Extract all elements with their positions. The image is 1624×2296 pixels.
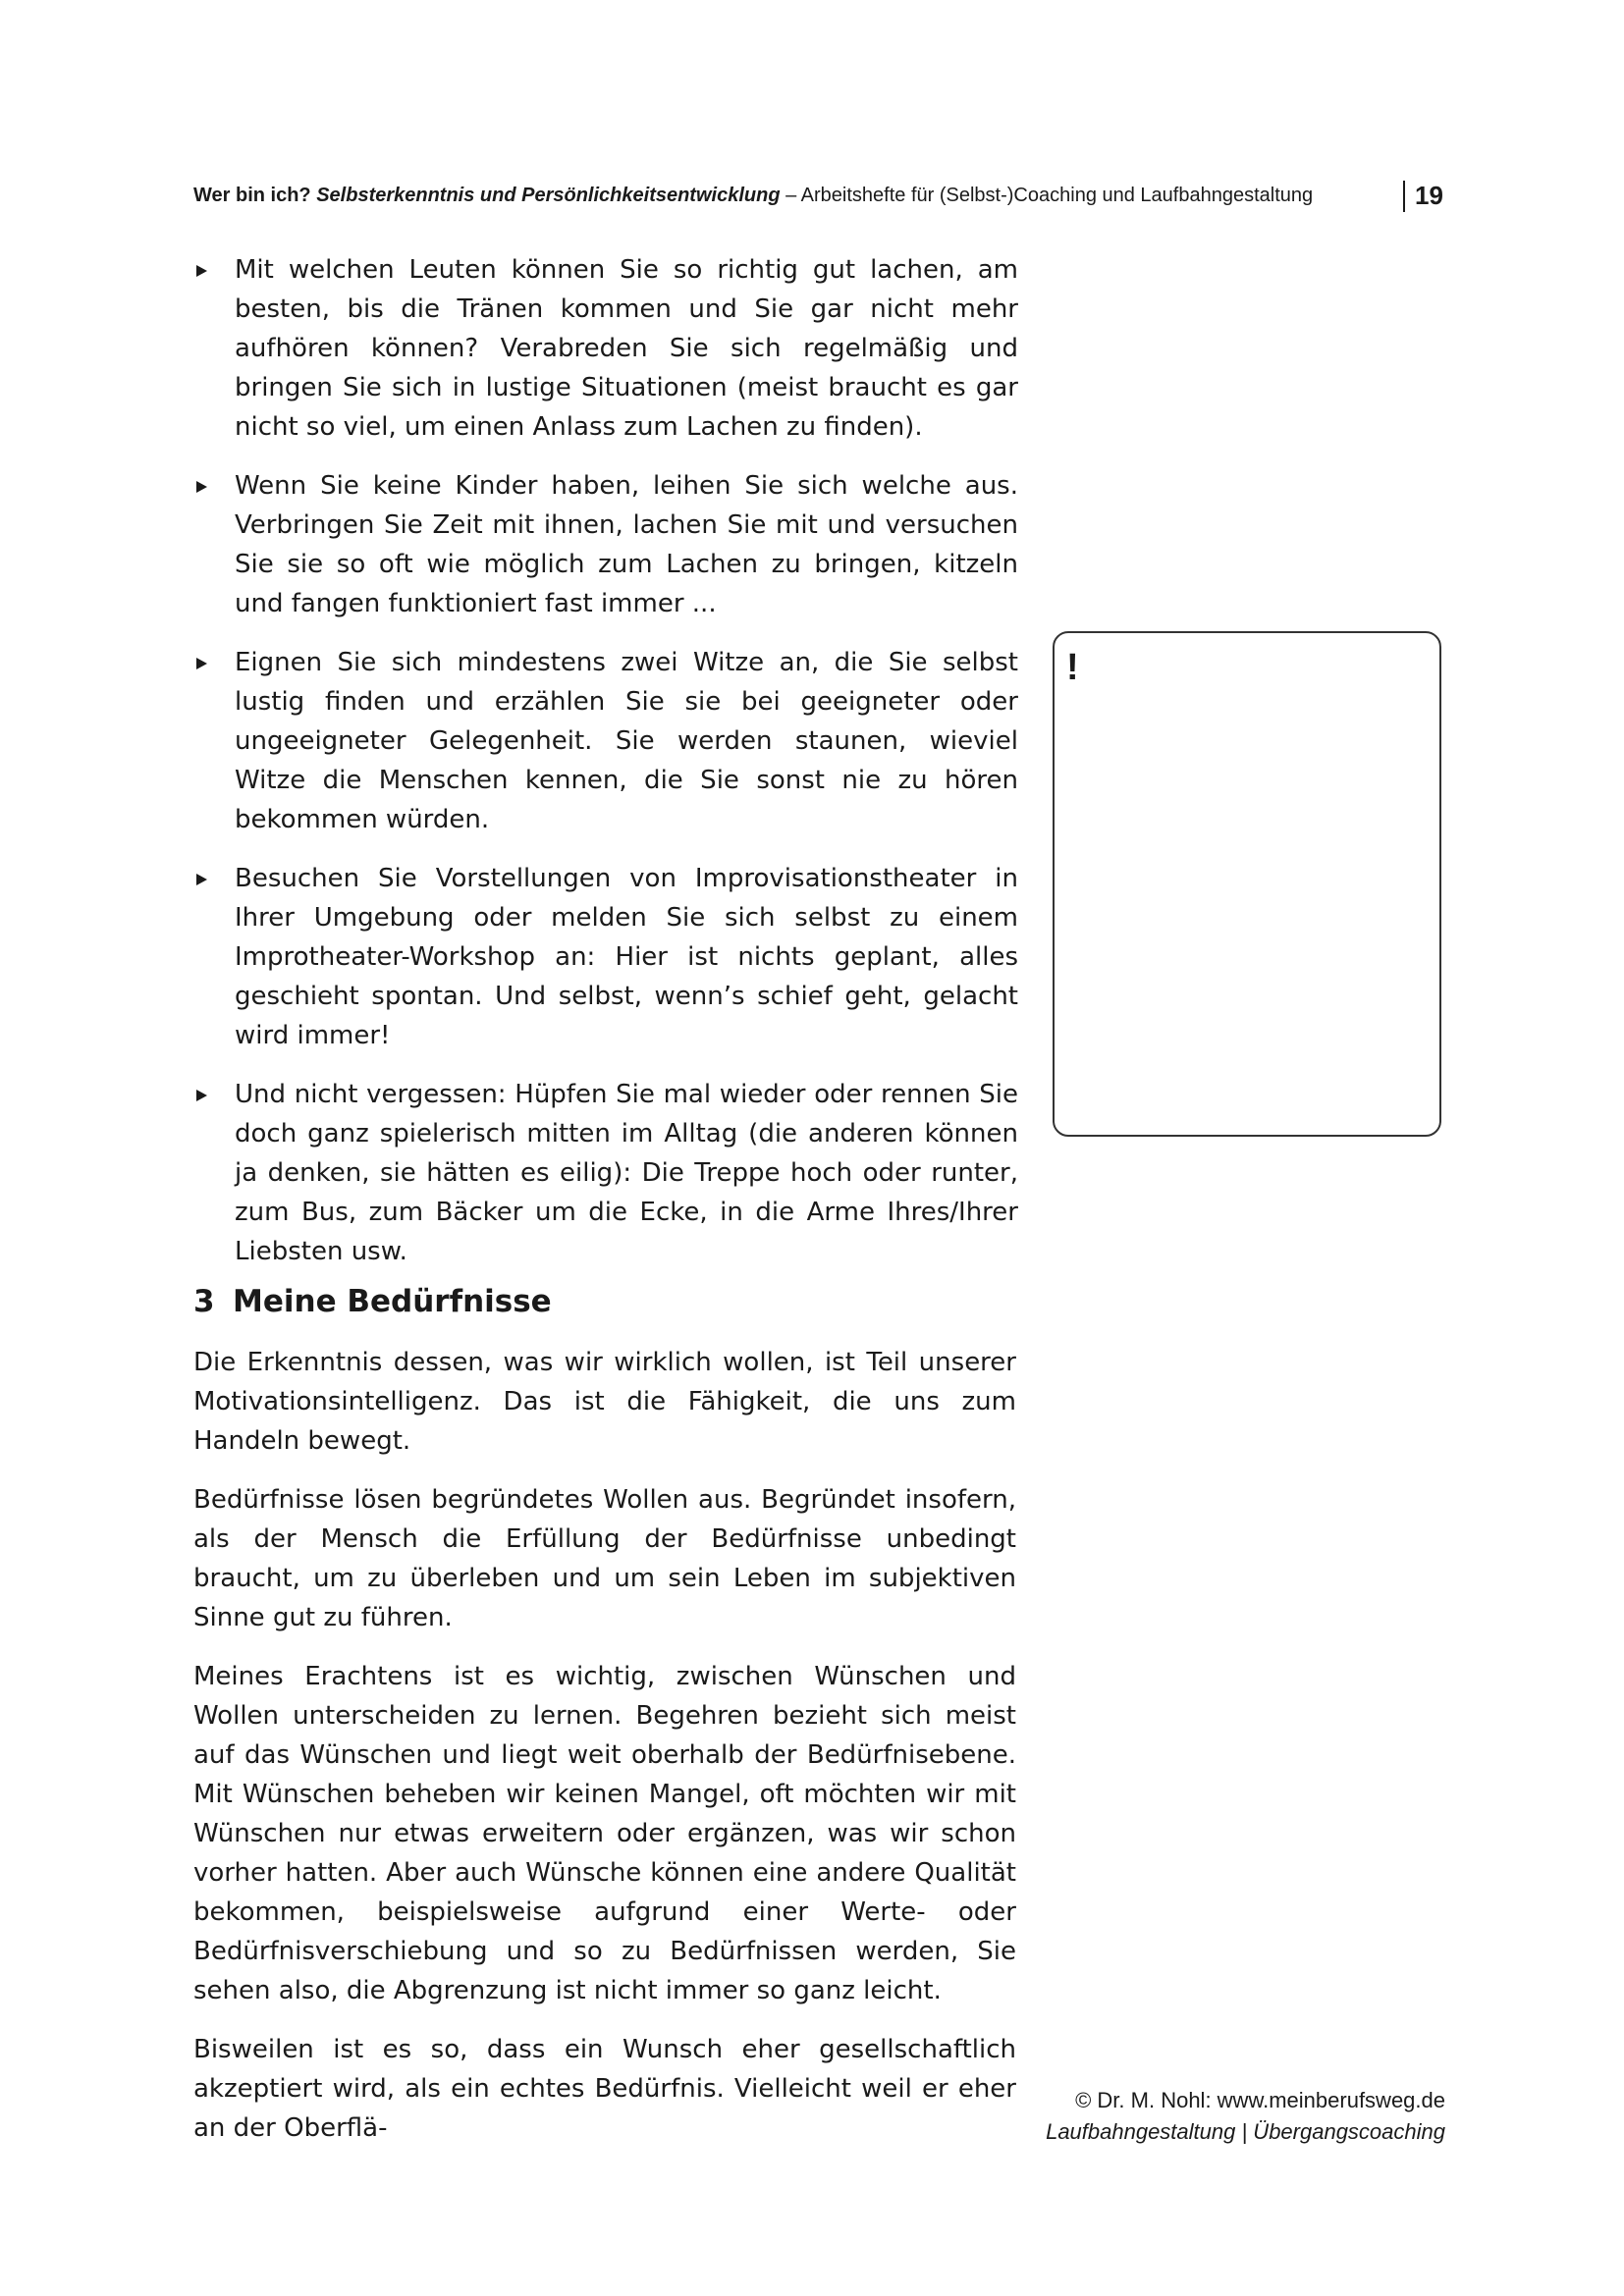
section-title: Meine Bedürfnisse <box>233 1284 552 1319</box>
footer-subtitle: Laufbahngestaltung | Übergangscoaching <box>1046 2119 1445 2144</box>
triangle-bullet-icon <box>196 481 207 493</box>
header-title-italic: Selbsterkenntnis und Persönlichkeitsentwicklung <box>316 185 781 206</box>
section-number: 3 <box>193 1284 215 1319</box>
list-item <box>193 250 1018 447</box>
header-title-main: Wer bin ich? <box>193 185 311 206</box>
tips-list <box>193 250 1018 1291</box>
triangle-bullet-icon <box>196 658 207 669</box>
page-footer <box>1046 2085 1445 2148</box>
exclamation-icon: ! <box>1066 647 1079 688</box>
paragraph: Die Erkenntnis dessen, was wir wirklich wollen, ist Teil unserer Motivationsintelligenz. Das ist die Fähigkeit, die uns zum Handeln bewegt. <box>193 1348 1016 1456</box>
list-item-text: Besuchen Sie Vorstellungen von Improvisationstheater in Ihrer Umgebung oder melden Sie sich selbst zu einem Improtheater-Workshop an: Hier ist nichts geplant, alles geschieht spontan. Und selbst, wenn’s schief geht, gelacht wird immer! <box>235 864 1018 1050</box>
page-header <box>193 181 1445 214</box>
list-item <box>193 643 1018 839</box>
page-number: 19 <box>1415 181 1443 210</box>
list-item-text: Eignen Sie sich mindestens zwei Witze an, die Sie selbst lustig finden und erzählen Sie sie bei geeigneter oder ungeeigneter Gelegenheit. Sie werden staunen, wieviel Witze die Menschen kennen, die Sie sonst nie zu hören bekommen würden. <box>235 648 1018 834</box>
triangle-bullet-icon <box>196 874 207 885</box>
list-item-text: Mit welchen Leuten können Sie so richtig gut lachen, am besten, bis die Tränen kommen und Sie gar nicht mehr aufhören können? Verabreden Sie sich regelmäßig und bringen Sie sich in lustige Situationen (meist braucht es gar nicht so viel, um einen Anlass zum Lachen zu finden). <box>235 255 1018 442</box>
header-series: – Arbeitshefte für (Selbst-)Coaching und Laufbahngestaltung <box>785 185 1314 206</box>
notes-box <box>1053 631 1441 1137</box>
triangle-bullet-icon <box>196 1090 207 1101</box>
list-item-text: Und nicht vergessen: Hüpfen Sie mal wieder oder rennen Sie doch ganz spielerisch mitten im Alltag (die anderen können ja denken, sie hätten es eilig): Die Treppe hoch oder runter, zum Bus, zum Bäcker um die Ecke, in die Arme Ihres/Ihrer Liebsten usw. <box>235 1080 1018 1266</box>
paragraph: Meines Erachtens ist es wichtig, zwischen Wünschen und Wollen unterscheiden zu lernen. Begehren bezieht sich meist auf das Wünschen und liegt weit oberhalb der Bedürfnisebene. Mit Wünschen beheben wir keinen Mangel, oft möchten wir mit Wünschen nur etwas erweitern oder ergänzen, was wir schon vorher hatten. Aber auch Wünsche können eine andere Qualität bekommen, beispielsweise aufgrund einer Werte- oder Bedürfnisverschiebung und so zu Bedürfnissen werden, Sie sehen also, die Abgrenzung ist nicht immer so ganz leicht. <box>193 1662 1016 2005</box>
footer-copyright: © Dr. M. Nohl: www.meinberufsweg.de <box>1075 2088 1445 2112</box>
list-item <box>193 1075 1018 1271</box>
list-item <box>193 859 1018 1055</box>
body-text <box>193 1343 1016 2167</box>
triangle-bullet-icon <box>196 265 207 277</box>
list-item-text: Wenn Sie keine Kinder haben, leihen Sie sich welche aus. Verbringen Sie Zeit mit ihnen, lachen Sie mit und versuchen Sie sie so oft wie möglich zum Lachen zu bringen, kitzeln und fangen funktioniert fast immer ... <box>235 471 1018 618</box>
page-number-separator <box>1403 181 1405 212</box>
paragraph: Bisweilen ist es so, dass ein Wunsch eher gesellschaftlich akzeptiert wird, als ein echtes Bedürfnis. Vielleicht weil er eher an der Oberflä- <box>193 2035 1016 2143</box>
header-title <box>193 185 1313 207</box>
paragraph: Bedürfnisse lösen begründetes Wollen aus. Begründet insofern, als der Mensch die Erfüllung der Bedürfnisse unbedingt braucht, um zu überleben und um sein Leben im subjektiven Sinne gut zu führen. <box>193 1485 1016 1632</box>
section-heading <box>193 1282 552 1321</box>
list-item <box>193 466 1018 623</box>
